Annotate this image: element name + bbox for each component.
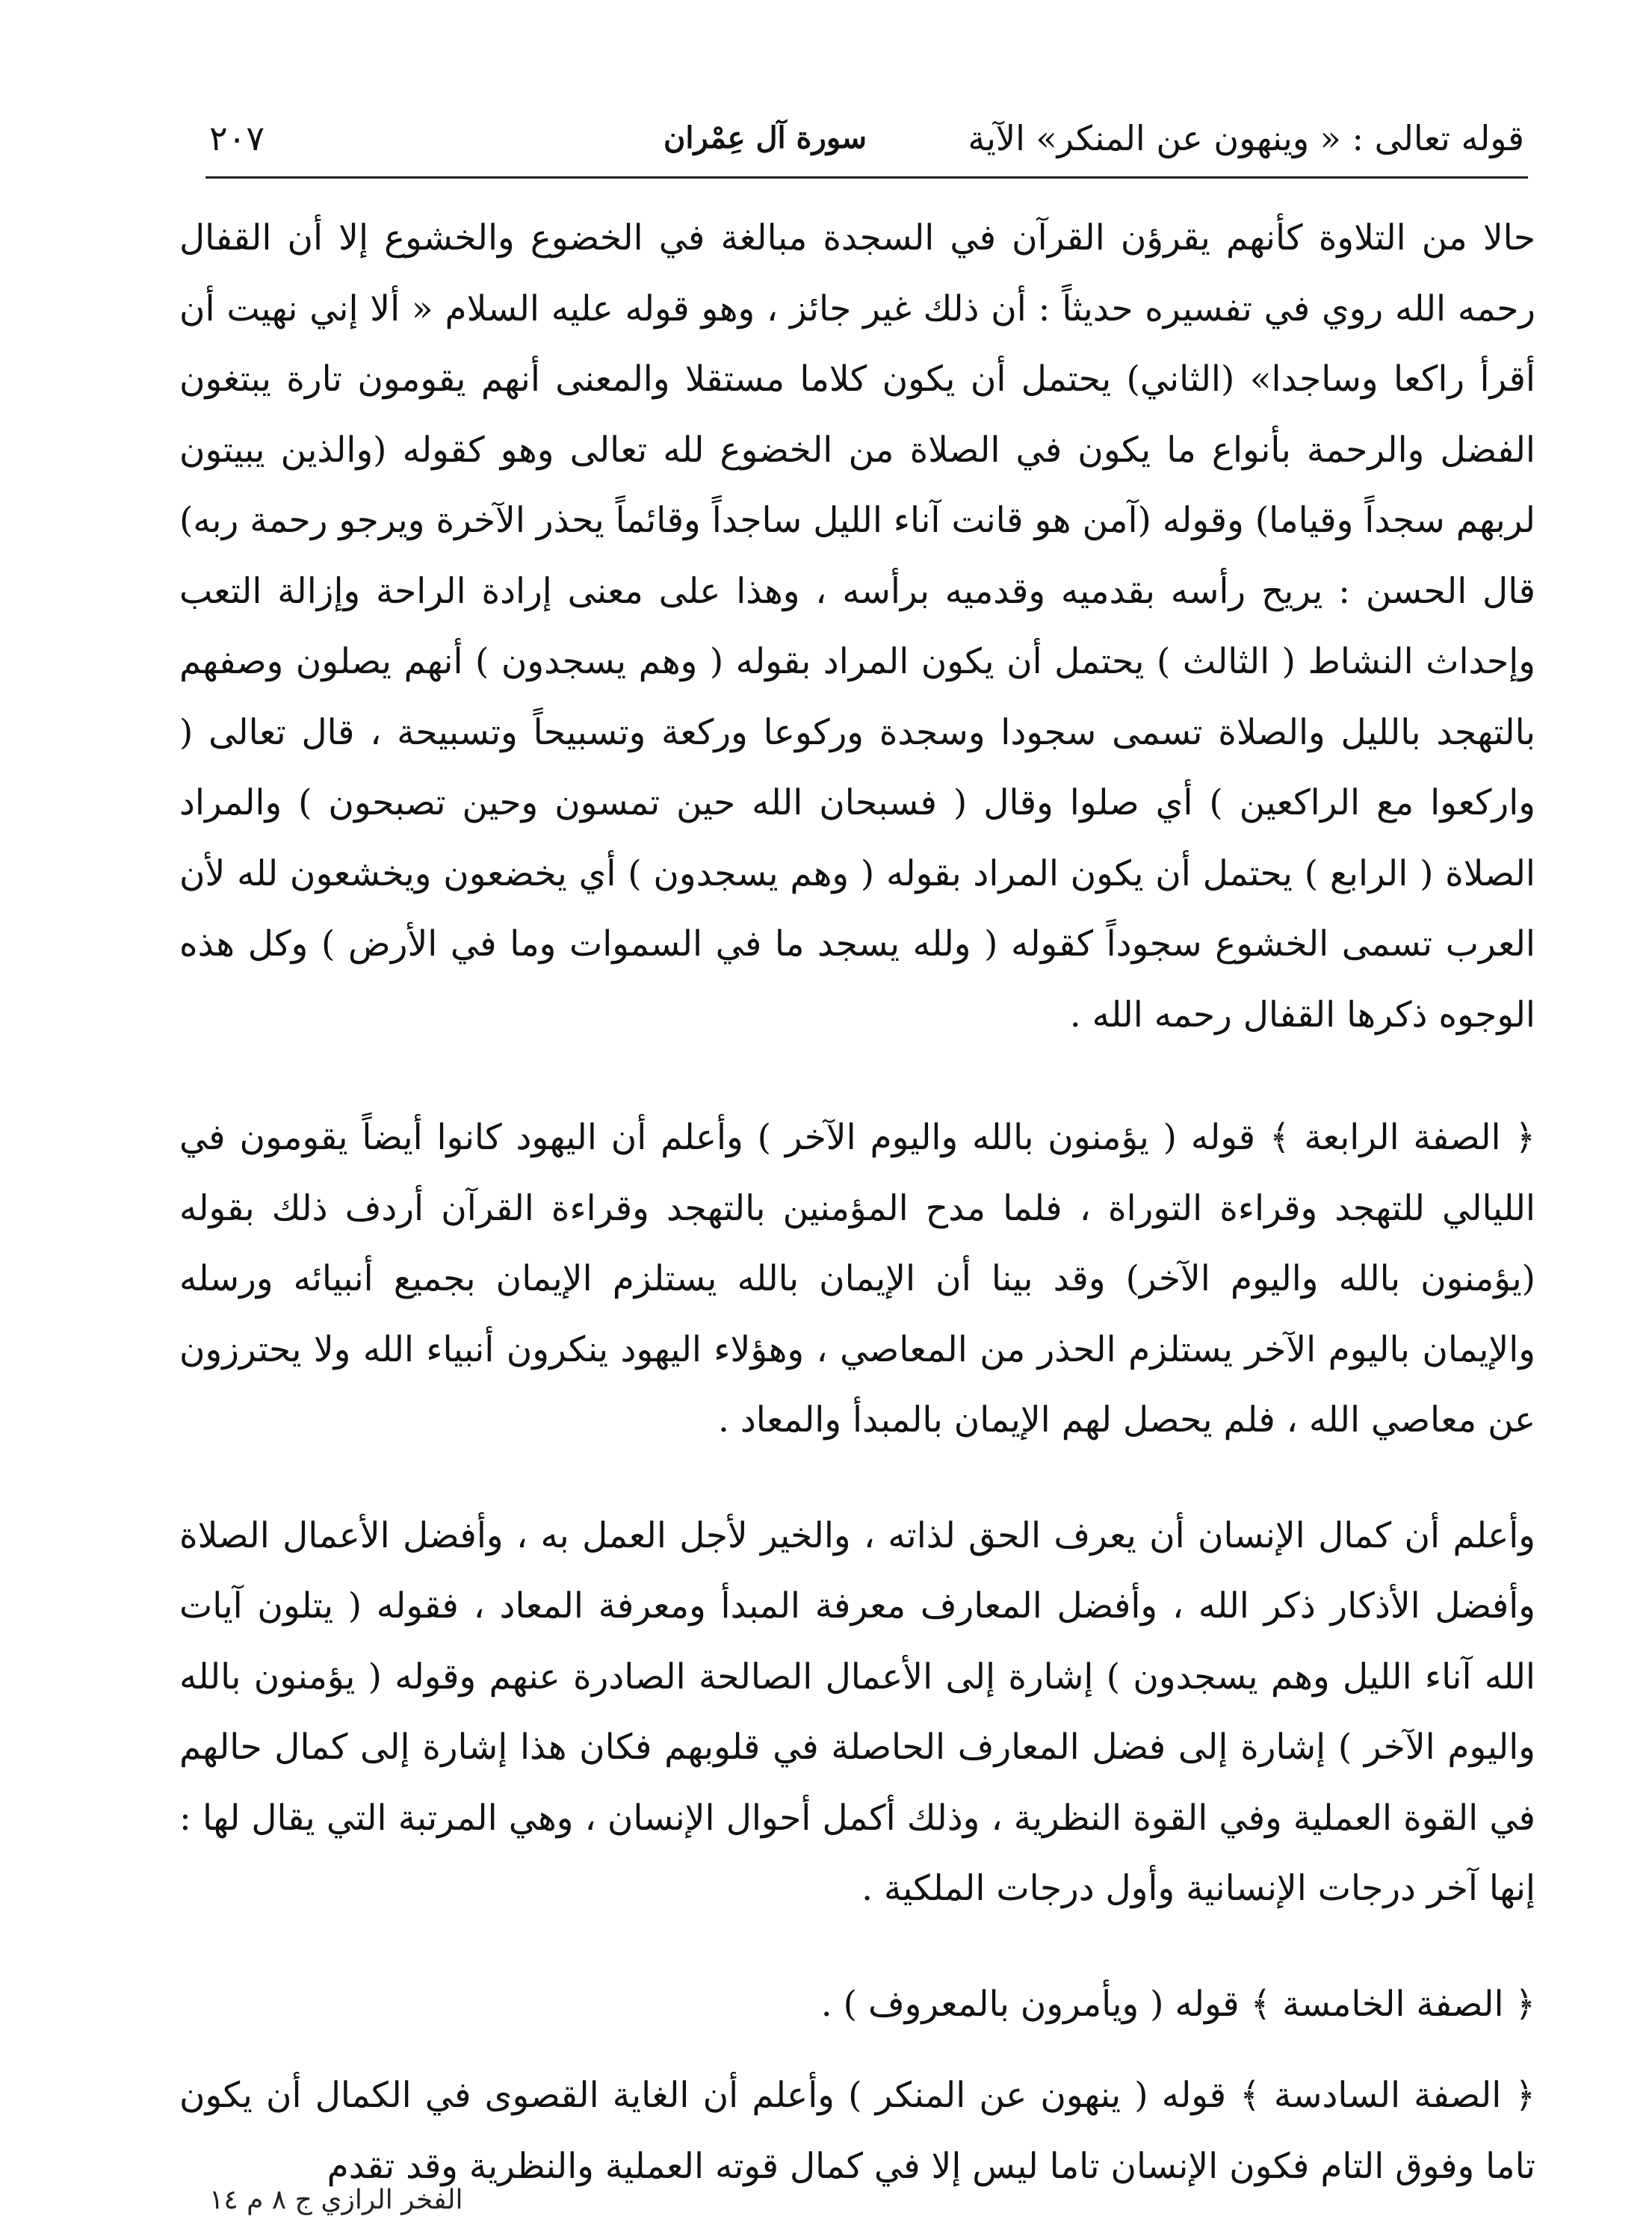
running-head-title: قوله تعالى : « وينهون عن المنكر» الآية [968, 118, 1524, 158]
paragraph-gap [179, 1456, 1535, 1501]
page-number: ٢٠٧ [209, 118, 265, 158]
paragraph-gap [179, 2040, 1535, 2061]
paragraph-sifa-6: ﴿ الصفة السادسة ﴾ قوله ( ينهون عن المنكر ) وأعلم أن الغاية القصوى في الكمال أن يكون تاما وفوق التام فكون الإنسان تاما ليس إلا في كمال قوته العملية والنظرية وقد تقدم [179, 2075, 1535, 2187]
main-text [179, 203, 1535, 2202]
paragraph-3: وأعلم أن كمال الإنسان أن يعرف الحق لذاته ، والخير لأجل العمل به ، وأفضل الأعمال الصلاة وأفضل الأذكار ذكر الله ، وأفضل المعارف معرفة المبدأ ومعرفة المعاد ، فقوله ( يتلون آيات الله آناء الليل وهم يسجدون ) إشارة إلى الأعمال الصالحة الصادرة عنهم وقوله ( يؤمنون بالله واليوم الآخر ) إشارة إلى فضل المعارف الحاصلة في قلوبهم فكان هذا إشارة إلى كمال حالهم في القوة العملية وفي القوة النظرية ، وذلك أكمل أحوال الإنسان ، وهي المرتبة التي يقال لها : إنها آخر درجات الإنسانية وأول درجات الملكية . [179, 1514, 1535, 1909]
paragraph-gap [179, 1050, 1535, 1103]
paragraph-sifa-5: ﴿ الصفة الخامسة ﴾ قوله ( ويأمرون بالمعروف ) . [820, 1983, 1535, 2025]
paragraph-sifa-4: ﴿ الصفة الرابعة ﴾ قوله ( يؤمنون بالله واليوم الآخر ) وأعلم أن اليهود كانوا أيضاً يقومون في الليالي للتهجد وقراءة التوراة ، فلما مدح المؤمنين بالتهجد وقراءة القرآن أردف ذلك بقوله (يؤمنون بالله واليوم الآخر) وقد بينا أن الإيمان بالله يستلزم الإيمان بجميع أنبيائه ورسله والإيمان باليوم الآخر يستلزم الحذر من المعاصي ، وهؤلاء اليهود ينكرون أنبياء الله ولا يحترزون عن معاصي الله ، فلم يحصل لهم الإيمان بالمبدأ والمعاد . [179, 1117, 1535, 1441]
paragraph-gap [179, 1925, 1535, 1969]
header-rule [205, 176, 1528, 179]
paragraph-1: حالا من التلاوة كأنهم يقرؤن القرآن في السجدة مبالغة في الخضوع والخشوع إلا أن القفال رحمه الله روي في تفسيره حديثاً : أن ذلك غير جائز ، وهو قوله عليه السلام « ألا إني نهيت أن أقرأ راكعا وساجدا» (الثاني) يحتمل أن يكون كلاما مستقلا والمعنى أنهم يقومون تارة يبتغون الفضل والرحمة بأنواع ما يكون في الصلاة من الخضوع لله تعالى وهو كقوله (والذين يبيتون لربهم سجداً وقياما) وقوله (آمن هو قانت آناء الليل ساجداً وقائماً يحذر الآخرة ويرجو رحمة ربه) قال الحسن : يريح رأسه بقدميه وقدميه برأسه ، وهذا على معنى إرادة الراحة وإزالة التعب وإحداث النشاط ( الثالث ) يحتمل أن يكون المراد بقوله ( وهم يسجدون ) أنهم يصلون وصفهم بالتهجد بالليل والصلاة تسمى سجودا وسجدة وركوعا وركعة وتسبيحاً وتسبيحة ، قال تعالى ( واركعوا مع الراكعين ) أي صلوا وقال ( فسبحان الله حين تمسون وحين تصبحون ) والمراد الصلاة ( الرابع ) يحتمل أن يكون المراد بقوله ( وهم يسجدون ) أي يخضعون ويخشعون لله لأن العرب تسمى الخشوع سجوداً كقوله ( ولله يسجد ما في السموات وما في الأرض ) وكل هذه الوجوه ذكرها القفال رحمه الله . [179, 217, 1535, 1036]
running-head [202, 105, 1524, 172]
footer-signature: الفخر الرازي ج ٨ م ١٤ [209, 2185, 463, 2215]
surah-name: سورة آل عِمْران [663, 120, 867, 155]
